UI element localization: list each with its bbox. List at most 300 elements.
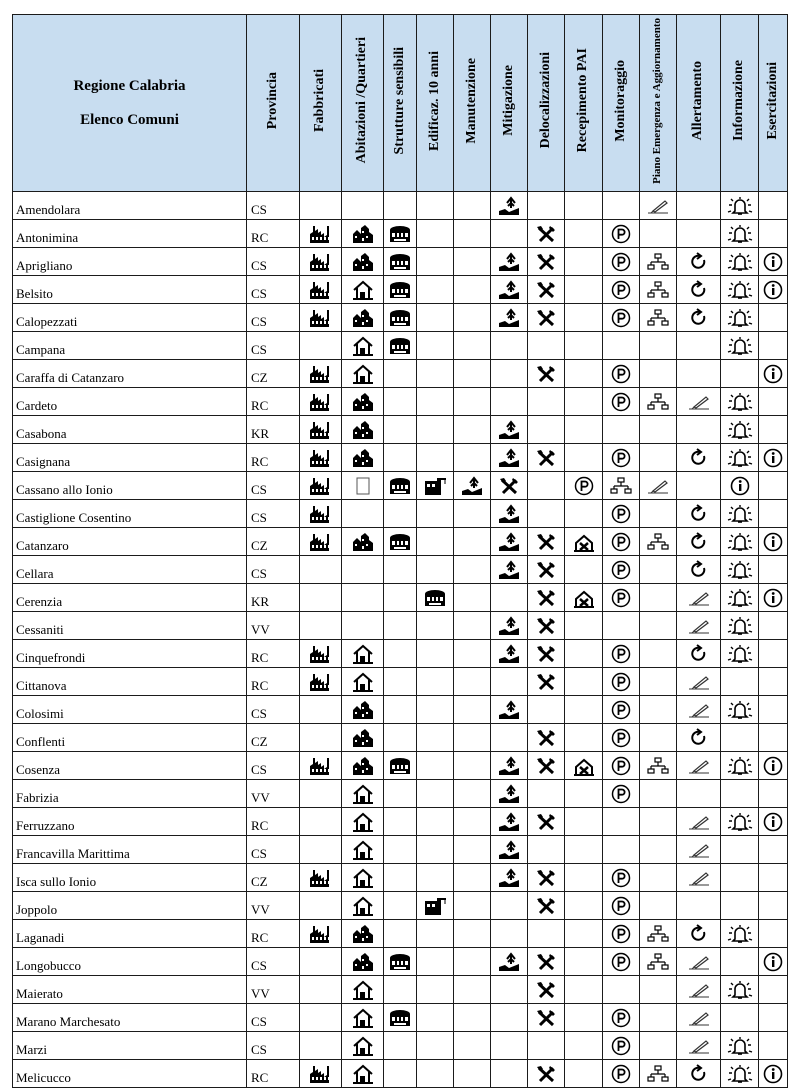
maintenance-icon bbox=[491, 616, 527, 636]
column-header-fabbricati bbox=[300, 15, 342, 192]
indicator-cell bbox=[677, 668, 721, 696]
indicator-cell bbox=[565, 248, 603, 276]
indicator-cell bbox=[417, 388, 454, 416]
indicator-cell bbox=[721, 780, 759, 808]
alarm-bell-icon bbox=[721, 335, 758, 357]
column-header-label: Edificaz. 10 anni bbox=[426, 50, 442, 151]
comune-name: Conflenti bbox=[13, 724, 247, 752]
comune-name: Marano Marchesato bbox=[13, 1004, 247, 1032]
indicator-cell bbox=[721, 472, 759, 500]
info-icon bbox=[759, 812, 787, 832]
provincia-code: CS bbox=[247, 472, 300, 500]
provincia-code: VV bbox=[247, 976, 300, 1004]
houses-icon bbox=[342, 392, 383, 412]
indicator-cell bbox=[759, 668, 788, 696]
indicator-cell bbox=[640, 836, 677, 864]
relocation-icon bbox=[565, 756, 602, 776]
refresh-arrow-icon bbox=[677, 280, 720, 300]
indicator-cell bbox=[721, 248, 759, 276]
column-header-label: Strutture sensibili bbox=[391, 46, 407, 155]
indicator-cell bbox=[528, 752, 565, 780]
indicator-cell bbox=[640, 584, 677, 612]
comune-name: Campana bbox=[13, 332, 247, 360]
indicator-cell bbox=[721, 276, 759, 304]
indicator-cell bbox=[640, 388, 677, 416]
indicator-cell bbox=[721, 724, 759, 752]
indicator-cell bbox=[640, 192, 677, 220]
indicator-cell bbox=[300, 304, 342, 332]
indicator-cell bbox=[721, 836, 759, 864]
stadium-icon bbox=[384, 532, 416, 552]
provincia-code: CZ bbox=[247, 864, 300, 892]
indicator-cell bbox=[300, 1032, 342, 1060]
indicator-cell bbox=[677, 360, 721, 388]
tools-icon bbox=[528, 1065, 564, 1083]
comune-name: Cassano allo Ionio bbox=[13, 472, 247, 500]
indicator-cell bbox=[342, 276, 384, 304]
column-header-label: Delocalizzazioni bbox=[537, 52, 553, 149]
indicator-cell bbox=[300, 192, 342, 220]
circled-p-icon bbox=[603, 700, 639, 720]
indicator-cell bbox=[491, 1032, 528, 1060]
indicator-cell bbox=[640, 1032, 677, 1060]
indicator-cell bbox=[640, 276, 677, 304]
indicator-cell bbox=[417, 836, 454, 864]
indicator-cell bbox=[603, 948, 640, 976]
indicator-cell bbox=[342, 640, 384, 668]
indicator-cell bbox=[384, 248, 417, 276]
column-header-label: Allertamento bbox=[690, 60, 706, 141]
network-icon bbox=[640, 309, 676, 327]
column-header-label: Esercitazioni bbox=[764, 61, 780, 140]
table-row bbox=[13, 304, 788, 332]
provincia-code: CZ bbox=[247, 724, 300, 752]
comune-name: Melicucco bbox=[13, 1060, 247, 1088]
indicator-cell bbox=[721, 192, 759, 220]
indicator-cell bbox=[721, 696, 759, 724]
column-header-monitoraggio bbox=[603, 15, 640, 192]
indicator-cell bbox=[721, 360, 759, 388]
indicator-cell bbox=[491, 724, 528, 752]
indicator-cell bbox=[491, 1060, 528, 1088]
indicator-cell bbox=[721, 668, 759, 696]
column-header-piano-emergenza bbox=[640, 15, 677, 192]
refresh-arrow-icon bbox=[677, 924, 720, 944]
factory-icon bbox=[300, 448, 341, 468]
comune-name: Cardeto bbox=[13, 388, 247, 416]
indicator-cell bbox=[640, 360, 677, 388]
indicator-cell bbox=[677, 472, 721, 500]
indicator-cell bbox=[677, 556, 721, 584]
table-row bbox=[13, 780, 788, 808]
circled-p-icon bbox=[603, 1036, 639, 1056]
indicator-cell bbox=[454, 976, 491, 1004]
indicator-cell bbox=[417, 332, 454, 360]
table-row bbox=[13, 808, 788, 836]
indicator-cell bbox=[491, 276, 528, 304]
indicator-cell bbox=[491, 612, 528, 640]
indicator-cell bbox=[384, 556, 417, 584]
comune-name: Casabona bbox=[13, 416, 247, 444]
info-icon bbox=[759, 532, 787, 552]
circled-p-icon bbox=[603, 280, 639, 300]
network-icon bbox=[640, 1065, 676, 1083]
column-header-label: Mitigazione bbox=[500, 65, 516, 136]
comune-name: Casignana bbox=[13, 444, 247, 472]
column-header-recepimento-pai bbox=[565, 15, 603, 192]
circled-p-icon bbox=[603, 532, 639, 552]
header-row bbox=[13, 15, 788, 192]
indicator-cell bbox=[677, 892, 721, 920]
provincia-code: CS bbox=[247, 752, 300, 780]
indicator-cell bbox=[528, 248, 565, 276]
houses-icon bbox=[342, 420, 383, 440]
indicator-cell bbox=[677, 976, 721, 1004]
indicator-cell bbox=[640, 948, 677, 976]
column-header-label: Provincia bbox=[264, 71, 280, 130]
house-icon bbox=[342, 840, 383, 860]
indicator-cell bbox=[640, 724, 677, 752]
stadium-icon bbox=[384, 476, 416, 496]
indicator-cell bbox=[417, 892, 454, 920]
indicator-cell bbox=[640, 1004, 677, 1032]
stadium-icon bbox=[384, 1008, 416, 1028]
factory-icon bbox=[300, 308, 341, 328]
comune-name: Maierato bbox=[13, 976, 247, 1004]
indicator-cell bbox=[417, 724, 454, 752]
indicator-cell bbox=[384, 584, 417, 612]
indicator-cell bbox=[640, 444, 677, 472]
indicator-cell bbox=[759, 1032, 788, 1060]
indicator-cell bbox=[417, 668, 454, 696]
indicator-cell bbox=[677, 584, 721, 612]
indicator-cell bbox=[300, 276, 342, 304]
indicator-cell bbox=[677, 920, 721, 948]
indicator-cell bbox=[342, 1060, 384, 1088]
indicator-cell bbox=[300, 780, 342, 808]
provincia-code: CS bbox=[247, 500, 300, 528]
indicator-cell bbox=[454, 1004, 491, 1032]
indicator-cell bbox=[417, 472, 454, 500]
indicator-cell bbox=[565, 948, 603, 976]
comune-name: Cerenzia bbox=[13, 584, 247, 612]
indicator-cell bbox=[603, 304, 640, 332]
indicator-cell bbox=[300, 332, 342, 360]
indicator-cell bbox=[721, 892, 759, 920]
indicator-cell bbox=[491, 556, 528, 584]
house-icon bbox=[342, 644, 383, 664]
refresh-arrow-icon bbox=[677, 504, 720, 524]
maintenance-icon bbox=[491, 252, 527, 272]
indicator-cell bbox=[721, 920, 759, 948]
alarm-bell-icon bbox=[721, 531, 758, 553]
tools-icon bbox=[528, 869, 564, 887]
indicator-cell bbox=[528, 444, 565, 472]
network-icon bbox=[640, 533, 676, 551]
circled-p-icon bbox=[603, 448, 639, 468]
indicator-cell bbox=[640, 528, 677, 556]
column-header-label: Informazione bbox=[731, 60, 747, 141]
indicator-cell bbox=[721, 1004, 759, 1032]
indicator-cell bbox=[721, 808, 759, 836]
network-icon bbox=[640, 925, 676, 943]
comune-name: Fabrizia bbox=[13, 780, 247, 808]
provincia-code: CZ bbox=[247, 528, 300, 556]
info-icon bbox=[721, 476, 758, 496]
indicator-cell bbox=[565, 1004, 603, 1032]
indicator-cell bbox=[384, 388, 417, 416]
indicator-cell bbox=[384, 612, 417, 640]
indicator-cell bbox=[759, 640, 788, 668]
indicator-cell bbox=[417, 500, 454, 528]
tools-icon bbox=[528, 225, 564, 243]
indicator-cell bbox=[454, 192, 491, 220]
comune-name: Aprigliano bbox=[13, 248, 247, 276]
factory-icon bbox=[300, 224, 341, 244]
houses-icon bbox=[342, 532, 383, 552]
indicator-cell bbox=[454, 808, 491, 836]
info-icon bbox=[759, 756, 787, 776]
indicator-cell bbox=[528, 360, 565, 388]
circled-p-icon bbox=[603, 588, 639, 608]
indicator-cell bbox=[677, 332, 721, 360]
indicator-cell bbox=[491, 752, 528, 780]
indicator-cell bbox=[677, 752, 721, 780]
comune-name: Cinquefrondi bbox=[13, 640, 247, 668]
indicator-cell bbox=[759, 864, 788, 892]
table-row bbox=[13, 248, 788, 276]
indicator-cell bbox=[417, 612, 454, 640]
indicator-cell bbox=[300, 948, 342, 976]
alarm-bell-icon bbox=[721, 699, 758, 721]
indicator-cell bbox=[759, 584, 788, 612]
indicator-cell bbox=[384, 696, 417, 724]
indicator-cell bbox=[300, 920, 342, 948]
houses-icon bbox=[342, 756, 383, 776]
indicator-cell bbox=[342, 332, 384, 360]
indicator-cell bbox=[603, 276, 640, 304]
indicator-cell bbox=[454, 752, 491, 780]
pen-icon bbox=[677, 394, 720, 410]
indicator-cell bbox=[300, 892, 342, 920]
tools-icon bbox=[528, 617, 564, 635]
refresh-arrow-icon bbox=[677, 532, 720, 552]
pen-icon bbox=[677, 982, 720, 998]
indicator-cell bbox=[640, 696, 677, 724]
indicator-cell bbox=[342, 388, 384, 416]
indicator-cell bbox=[417, 444, 454, 472]
indicator-cell bbox=[300, 864, 342, 892]
indicator-cell bbox=[721, 528, 759, 556]
indicator-cell bbox=[528, 612, 565, 640]
indicator-cell bbox=[300, 696, 342, 724]
pen-icon bbox=[677, 870, 720, 886]
indicator-cell bbox=[640, 668, 677, 696]
indicator-cell bbox=[417, 696, 454, 724]
table-title-cell bbox=[13, 15, 247, 192]
indicator-cell bbox=[565, 612, 603, 640]
tools-icon bbox=[528, 813, 564, 831]
indicator-cell bbox=[491, 640, 528, 668]
indicator-cell bbox=[300, 724, 342, 752]
indicator-cell bbox=[677, 276, 721, 304]
table-row bbox=[13, 668, 788, 696]
provincia-code: KR bbox=[247, 584, 300, 612]
maintenance-icon bbox=[491, 532, 527, 552]
indicator-cell bbox=[417, 780, 454, 808]
tools-icon bbox=[528, 589, 564, 607]
table-row bbox=[13, 1060, 788, 1088]
indicator-cell bbox=[342, 556, 384, 584]
indicator-cell bbox=[528, 948, 565, 976]
tools-icon bbox=[528, 645, 564, 663]
comune-name: Cittanova bbox=[13, 668, 247, 696]
table-row bbox=[13, 724, 788, 752]
comune-name: Catanzaro bbox=[13, 528, 247, 556]
info-icon bbox=[759, 448, 787, 468]
indicator-cell bbox=[491, 332, 528, 360]
indicator-cell bbox=[528, 416, 565, 444]
pen-icon bbox=[677, 1010, 720, 1026]
indicator-cell bbox=[454, 416, 491, 444]
tools-icon bbox=[528, 981, 564, 999]
tools-icon bbox=[528, 365, 564, 383]
indicator-cell bbox=[342, 416, 384, 444]
indicator-cell bbox=[454, 444, 491, 472]
indicator-cell bbox=[384, 640, 417, 668]
indicator-cell bbox=[759, 976, 788, 1004]
circled-p-icon bbox=[565, 476, 602, 496]
provincia-code: RC bbox=[247, 640, 300, 668]
indicator-cell bbox=[342, 528, 384, 556]
indicator-cell bbox=[491, 192, 528, 220]
comune-name: Ferruzzano bbox=[13, 808, 247, 836]
column-header-provincia bbox=[247, 15, 300, 192]
indicator-cell bbox=[454, 1060, 491, 1088]
indicator-cell bbox=[677, 528, 721, 556]
table-row bbox=[13, 528, 788, 556]
table-row bbox=[13, 976, 788, 1004]
comune-name: Cosenza bbox=[13, 752, 247, 780]
indicator-cell bbox=[759, 724, 788, 752]
refresh-arrow-icon bbox=[677, 1064, 720, 1084]
indicator-cell bbox=[454, 500, 491, 528]
indicator-cell bbox=[342, 752, 384, 780]
stadium-icon bbox=[384, 252, 416, 272]
indicator-cell bbox=[454, 864, 491, 892]
indicator-cell bbox=[300, 668, 342, 696]
indicator-cell bbox=[721, 976, 759, 1004]
indicator-cell bbox=[603, 472, 640, 500]
alarm-bell-icon bbox=[721, 923, 758, 945]
comune-name: Calopezzati bbox=[13, 304, 247, 332]
indicator-cell bbox=[300, 1004, 342, 1032]
indicator-cell bbox=[603, 724, 640, 752]
indicator-cell bbox=[384, 220, 417, 248]
indicator-cell bbox=[342, 584, 384, 612]
indicator-cell bbox=[528, 220, 565, 248]
network-icon bbox=[640, 281, 676, 299]
factory-icon bbox=[300, 476, 341, 496]
indicator-cell bbox=[528, 836, 565, 864]
provincia-code: RC bbox=[247, 920, 300, 948]
column-header-informazione bbox=[721, 15, 759, 192]
indicator-cell bbox=[417, 976, 454, 1004]
maintenance-icon bbox=[491, 840, 527, 860]
circled-p-icon bbox=[603, 952, 639, 972]
indicator-cell bbox=[491, 892, 528, 920]
indicator-cell bbox=[528, 500, 565, 528]
indicator-cell bbox=[721, 1032, 759, 1060]
indicator-cell bbox=[677, 836, 721, 864]
houses-icon bbox=[342, 952, 383, 972]
table-row bbox=[13, 948, 788, 976]
indicator-cell bbox=[342, 612, 384, 640]
indicator-cell bbox=[565, 808, 603, 836]
indicator-cell bbox=[759, 192, 788, 220]
indicator-cell bbox=[640, 556, 677, 584]
indicator-cell bbox=[342, 780, 384, 808]
indicator-cell bbox=[528, 780, 565, 808]
circled-p-icon bbox=[603, 1008, 639, 1028]
indicator-cell bbox=[528, 276, 565, 304]
indicator-cell bbox=[384, 528, 417, 556]
factory-icon bbox=[300, 644, 341, 664]
provincia-code: CZ bbox=[247, 360, 300, 388]
indicator-cell bbox=[640, 220, 677, 248]
indicator-cell bbox=[603, 1032, 640, 1060]
table-row bbox=[13, 864, 788, 892]
indicator-cell bbox=[417, 304, 454, 332]
column-header-allertamento bbox=[677, 15, 721, 192]
houses-icon bbox=[342, 448, 383, 468]
alarm-bell-icon bbox=[721, 503, 758, 525]
indicator-cell bbox=[565, 304, 603, 332]
indicator-cell bbox=[342, 724, 384, 752]
indicator-cell bbox=[603, 192, 640, 220]
table-row bbox=[13, 444, 788, 472]
alarm-bell-icon bbox=[721, 223, 758, 245]
indicator-cell bbox=[677, 864, 721, 892]
pen-icon bbox=[677, 674, 720, 690]
indicator-cell bbox=[342, 444, 384, 472]
houses-icon bbox=[342, 308, 383, 328]
factory-icon bbox=[300, 364, 341, 384]
indicator-cell bbox=[384, 472, 417, 500]
comuni-table-sheet bbox=[12, 14, 788, 1088]
indicator-cell bbox=[491, 220, 528, 248]
indicator-cell bbox=[454, 556, 491, 584]
houses-icon bbox=[342, 252, 383, 272]
refresh-arrow-icon bbox=[677, 448, 720, 468]
indicator-cell bbox=[721, 500, 759, 528]
indicator-cell bbox=[342, 248, 384, 276]
provincia-code: VV bbox=[247, 892, 300, 920]
info-icon bbox=[759, 588, 787, 608]
tools-icon bbox=[528, 449, 564, 467]
house-icon bbox=[342, 280, 383, 300]
indicator-cell bbox=[417, 220, 454, 248]
alarm-bell-icon bbox=[721, 391, 758, 413]
column-header-label: Abitazioni /Quartieri bbox=[354, 37, 370, 164]
indicator-cell bbox=[528, 584, 565, 612]
stadium-icon bbox=[384, 952, 416, 972]
indicator-cell bbox=[454, 724, 491, 752]
houses-icon bbox=[342, 700, 383, 720]
indicator-cell bbox=[677, 696, 721, 724]
circled-p-icon bbox=[603, 560, 639, 580]
indicator-cell bbox=[565, 780, 603, 808]
